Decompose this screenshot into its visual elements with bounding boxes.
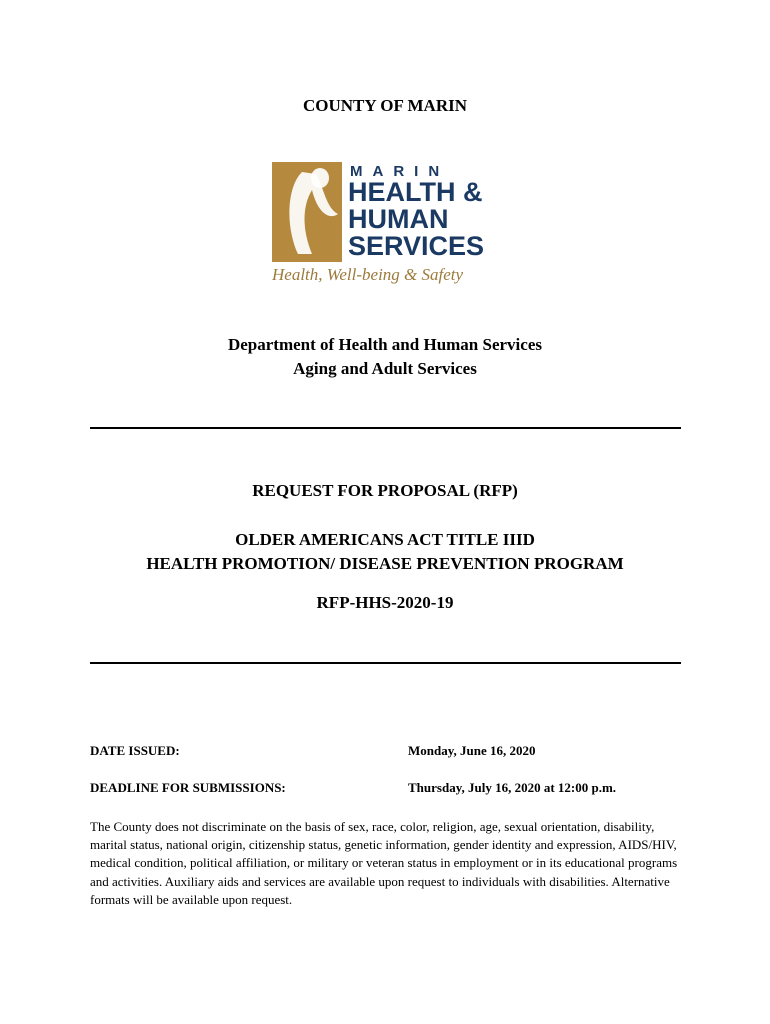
deadline-value: Thursday, July 16, 2020 at 12:00 p.m. [408, 780, 617, 795]
divider-bottom [90, 662, 681, 664]
county-title: COUNTY OF MARIN [302, 96, 467, 115]
logo-services-text: SERVICES [348, 231, 485, 261]
logo-human-text: HUMAN [348, 204, 449, 234]
rfp-title: REQUEST FOR PROPOSAL (RFP) [252, 481, 518, 500]
logo-health-text: HEALTH & [348, 177, 483, 207]
program-title [0, 528, 770, 576]
logo-figure-head [311, 168, 329, 188]
non-discrimination-notice: The County does not discriminate on the basis of sex, race, color, religion, age, sexual orientation, disability, marital status, national origin, citizenship status, genetic information, gender identity and expression, AIDS/HIV, medical condition, political affiliation, or military or veteran status in employment or in its educational programs and activities. Auxiliary aids and services are available upon request to individuals with disabilities. Alternative formats will be available upon request. [90, 819, 678, 907]
logo-marin-text: MARIN [350, 163, 450, 180]
logo-tagline: Health, Well-being & Safety [272, 265, 464, 284]
department-name: Department of Health and Human Services [227, 335, 542, 354]
rfp-number: RFP-HHS-2020-19 [316, 593, 454, 612]
program-line-2: HEALTH PROMOTION/ DISEASE PREVENTION PROGRAM [146, 554, 624, 573]
program-line-1: OLDER AMERICANS ACT TITLE IIID [235, 530, 535, 549]
divider-top [90, 427, 681, 429]
department-block [0, 333, 770, 381]
date-issued-value: Monday, June 16, 2020 [408, 743, 536, 758]
division-name: Aging and Adult Services [293, 359, 477, 378]
date-issued-label: DATE ISSUED: [90, 743, 180, 758]
marin-hhs-logo [272, 158, 512, 288]
deadline-label: DEADLINE FOR SUBMISSIONS: [90, 780, 286, 795]
